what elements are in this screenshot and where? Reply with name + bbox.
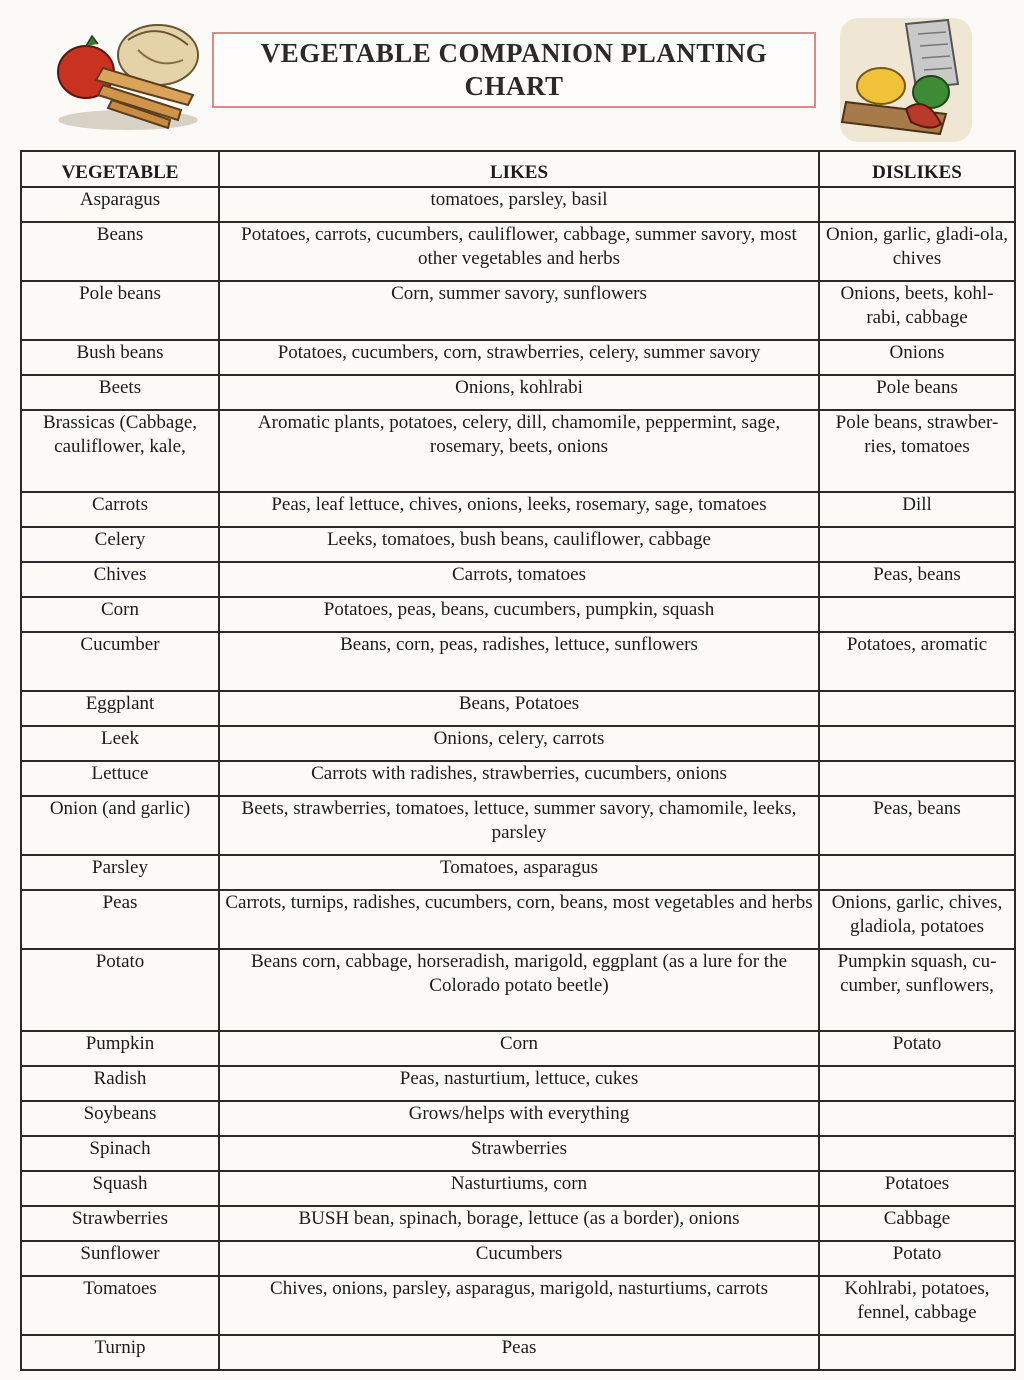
cell-dislikes: Potatoes (819, 1171, 1015, 1206)
cell-likes: Potatoes, peas, beans, cucumbers, pumpkin, squash (219, 597, 819, 632)
cell-vegetable: Beets (21, 375, 219, 410)
cell-likes: Peas (219, 1335, 819, 1370)
table-row (21, 527, 1015, 562)
table-header-row (21, 151, 1015, 187)
table-row (21, 340, 1015, 375)
table-row (21, 1031, 1015, 1066)
cell-vegetable: Corn (21, 597, 219, 632)
cell-dislikes: Peas, beans (819, 796, 1015, 855)
cell-dislikes: Potatoes, aromatic (819, 632, 1015, 691)
table-row (21, 761, 1015, 796)
cell-dislikes (819, 1335, 1015, 1370)
title-box (212, 32, 816, 108)
table-row (21, 1101, 1015, 1136)
page-header (0, 0, 1024, 150)
cell-vegetable: Chives (21, 562, 219, 597)
table-row (21, 222, 1015, 281)
cell-dislikes: Cabbage (819, 1206, 1015, 1241)
table-row (21, 1136, 1015, 1171)
cell-vegetable: Turnip (21, 1335, 219, 1370)
cell-likes: Corn (219, 1031, 819, 1066)
vegetables-clipart-right (836, 14, 976, 146)
cell-vegetable: Soybeans (21, 1101, 219, 1136)
cell-vegetable: Spinach (21, 1136, 219, 1171)
cell-vegetable: Parsley (21, 855, 219, 890)
table-row (21, 1066, 1015, 1101)
cell-dislikes: Onion, garlic, gladi-ola, chives (819, 222, 1015, 281)
cell-dislikes: Onions, beets, kohl-rabi, cabbage (819, 281, 1015, 340)
table-row (21, 1276, 1015, 1335)
cell-dislikes: Dill (819, 492, 1015, 527)
cell-dislikes: Kohlrabi, potatoes, fennel, cabbage (819, 1276, 1015, 1335)
cell-likes: Corn, summer savory, sunflowers (219, 281, 819, 340)
cell-dislikes: Onions (819, 340, 1015, 375)
cell-dislikes: Peas, beans (819, 562, 1015, 597)
cell-dislikes (819, 726, 1015, 761)
table-row (21, 281, 1015, 340)
cell-vegetable: Squash (21, 1171, 219, 1206)
cell-likes: Nasturtiums, corn (219, 1171, 819, 1206)
cell-likes: Beans, corn, peas, radishes, lettuce, sunflowers (219, 632, 819, 691)
cell-likes: Strawberries (219, 1136, 819, 1171)
cell-likes: Onions, kohlrabi (219, 375, 819, 410)
cell-likes: Grows/helps with everything (219, 1101, 819, 1136)
cell-dislikes (819, 1101, 1015, 1136)
table-row (21, 632, 1015, 691)
companion-planting-table (20, 150, 1016, 1371)
table-row (21, 1171, 1015, 1206)
table-row (21, 187, 1015, 222)
cell-dislikes (819, 527, 1015, 562)
cell-vegetable: Peas (21, 890, 219, 949)
cell-likes: Beets, strawberries, tomatoes, lettuce, summer savory, chamomile, leeks, parsley (219, 796, 819, 855)
cell-likes: Leeks, tomatoes, bush beans, cauliflower, cabbage (219, 527, 819, 562)
cell-dislikes: Pole beans (819, 375, 1015, 410)
cell-vegetable: Eggplant (21, 691, 219, 726)
cell-vegetable: Asparagus (21, 187, 219, 222)
cell-likes: Aromatic plants, potatoes, celery, dill, chamomile, peppermint, sage, rosemary, beets, onions (219, 410, 819, 492)
cell-vegetable: Potato (21, 949, 219, 1031)
cell-likes: Tomatoes, asparagus (219, 855, 819, 890)
page-title: VEGETABLE COMPANION PLANTING CHART (260, 38, 768, 101)
cell-likes: BUSH bean, spinach, borage, lettuce (as a border), onions (219, 1206, 819, 1241)
cell-dislikes (819, 1136, 1015, 1171)
cell-dislikes: Onions, garlic, chives, gladiola, potatoes (819, 890, 1015, 949)
cell-dislikes (819, 691, 1015, 726)
cell-vegetable: Brassicas (Cabbage, cauliflower, kale, (21, 410, 219, 492)
table-row (21, 1206, 1015, 1241)
table-row (21, 1335, 1015, 1370)
column-header-likes: LIKES (219, 151, 819, 187)
cell-vegetable: Strawberries (21, 1206, 219, 1241)
cell-vegetable: Cucumber (21, 632, 219, 691)
column-header-vegetable: VEGETABLE (21, 151, 219, 187)
cell-likes: Peas, leaf lettuce, chives, onions, leeks, rosemary, sage, tomatoes (219, 492, 819, 527)
cell-dislikes (819, 187, 1015, 222)
table-row (21, 726, 1015, 761)
table-row (21, 562, 1015, 597)
cell-vegetable: Pole beans (21, 281, 219, 340)
cell-vegetable: Bush beans (21, 340, 219, 375)
table-row (21, 796, 1015, 855)
table-row (21, 410, 1015, 492)
cell-likes: Potatoes, cucumbers, corn, strawberries, celery, summer savory (219, 340, 819, 375)
cell-likes: Beans, Potatoes (219, 691, 819, 726)
cell-dislikes (819, 855, 1015, 890)
table-row (21, 375, 1015, 410)
cell-vegetable: Lettuce (21, 761, 219, 796)
table-row (21, 597, 1015, 632)
cell-dislikes: Potato (819, 1241, 1015, 1276)
cell-likes: tomatoes, parsley, basil (219, 187, 819, 222)
cell-likes: Carrots, tomatoes (219, 562, 819, 597)
cell-vegetable: Leek (21, 726, 219, 761)
cell-dislikes: Pumpkin squash, cu-cumber, sunflowers, (819, 949, 1015, 1031)
cell-likes: Potatoes, carrots, cucumbers, cauliflower, cabbage, summer savory, most other vegetables and herbs (219, 222, 819, 281)
cell-dislikes (819, 597, 1015, 632)
cell-dislikes (819, 1066, 1015, 1101)
cell-likes: Chives, onions, parsley, asparagus, marigold, nasturtiums, carrots (219, 1276, 819, 1335)
cell-dislikes: Pole beans, strawber-ries, tomatoes (819, 410, 1015, 492)
cell-vegetable: Celery (21, 527, 219, 562)
cell-likes: Peas, nasturtium, lettuce, cukes (219, 1066, 819, 1101)
cell-likes: Carrots, turnips, radishes, cucumbers, corn, beans, most vegetables and herbs (219, 890, 819, 949)
table-row (21, 492, 1015, 527)
cell-vegetable: Carrots (21, 492, 219, 527)
cell-dislikes (819, 761, 1015, 796)
column-header-dislikes: DISLIKES (819, 151, 1015, 187)
table-row (21, 691, 1015, 726)
cell-dislikes: Potato (819, 1031, 1015, 1066)
table-row (21, 1241, 1015, 1276)
cell-likes: Beans corn, cabbage, horseradish, marigold, eggplant (as a lure for the Colorado potato beetle) (219, 949, 819, 1031)
table-row (21, 890, 1015, 949)
cell-vegetable: Onion (and garlic) (21, 796, 219, 855)
cell-vegetable: Radish (21, 1066, 219, 1101)
cell-vegetable: Pumpkin (21, 1031, 219, 1066)
table-row (21, 855, 1015, 890)
table-row (21, 949, 1015, 1031)
cell-vegetable: Sunflower (21, 1241, 219, 1276)
cell-vegetable: Tomatoes (21, 1276, 219, 1335)
cell-likes: Onions, celery, carrots (219, 726, 819, 761)
vegetables-clipart-left (48, 10, 208, 135)
cell-vegetable: Beans (21, 222, 219, 281)
cell-likes: Cucumbers (219, 1241, 819, 1276)
cell-likes: Carrots with radishes, strawberries, cucumbers, onions (219, 761, 819, 796)
